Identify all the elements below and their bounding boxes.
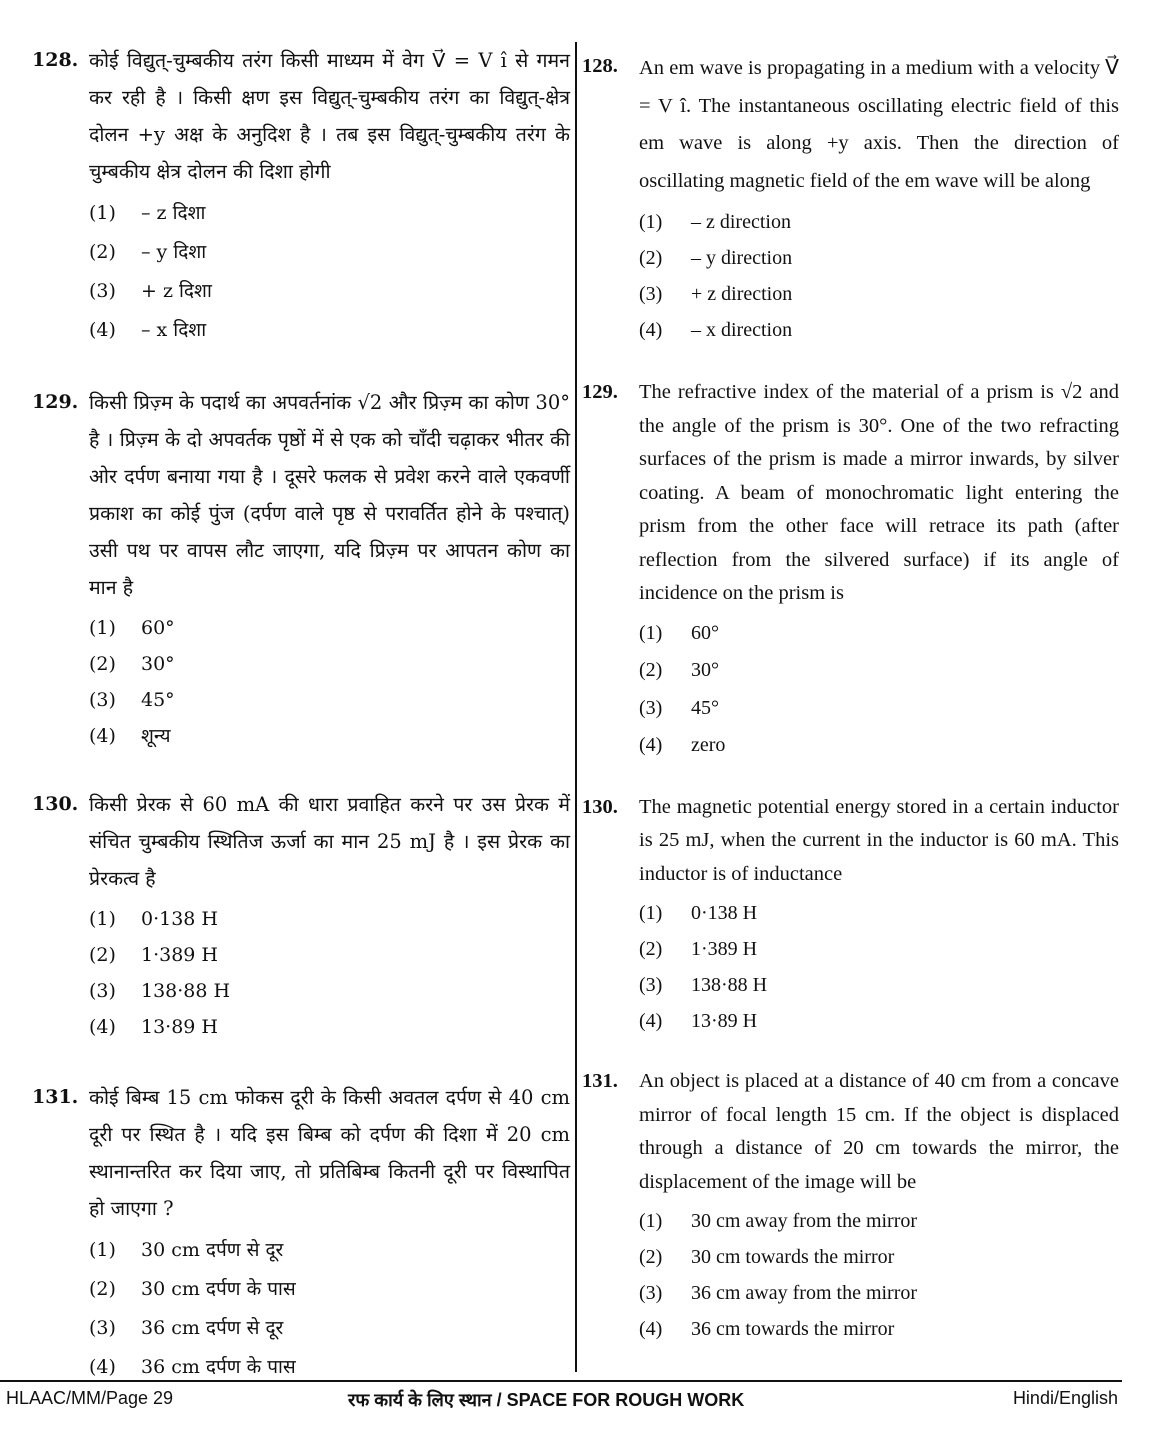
question-130-english [582, 791, 1119, 1040]
question-128-english [582, 50, 1119, 348]
question-number: 131. [582, 1070, 618, 1092]
options-list [89, 901, 570, 1045]
options-list [89, 1231, 570, 1387]
option: (3) + z direction [639, 283, 793, 305]
option: (2) 30 cm towards the mirror [639, 1246, 895, 1268]
question-number: 128. [582, 55, 618, 77]
option: (1) 30 cm दर्पण से दूर [89, 1239, 284, 1261]
question-stem: An em wave is propagating in a medium with a velocity V⃗ = V î. The instantaneous oscillating electric field of this em wave is along +y axis. Then the direction of oscillating magnetic field of the em wave will be along [639, 57, 1119, 192]
hindi-column [32, 42, 570, 1387]
option: (4) zero [639, 734, 726, 756]
option: (1) 0·138 H [89, 908, 219, 930]
option: (3) 45° [89, 689, 175, 711]
question-stem: किसी प्रिज़्म के पदार्थ का अपवर्तनांक √2 और प्रिज़्म का कोण 30° है । प्रिज़्म के दो अपवर्तक पृष्ठों में से एक को चाँदी चढ़ाकर भीतर की ओर दर्पण बनाया गया है । दूसरे फलक से प्रवेश करने वाले एकवर्णी प्रकाश का कोई पुंज (दर्पण वाले पृष्ठ से परावर्तित होने के पश्चात्) उसी पथ पर वापस लौट जाएगा, यदि प्रिज़्म पर आपतन कोण का मान है [89, 391, 570, 599]
options-list [639, 204, 1119, 348]
option: (3) 36 cm away from the mirror [639, 1282, 918, 1304]
options-list [639, 895, 1119, 1039]
page-code: HLAAC/MM/Page 29 [6, 1388, 174, 1408]
option: (3) 138·88 H [89, 980, 231, 1002]
question-stem: An object is placed at a distance of 40 cm from a concave mirror of focal length 15 cm. If the object is displaced through a distance of 20 cm towards the mirror, the displacement of the image will be [639, 1070, 1119, 1193]
option: (4) – x direction [639, 319, 793, 341]
question-131-english [582, 1065, 1119, 1347]
option: (3) 36 cm दर्पण से दूर [89, 1317, 284, 1339]
question-stem: किसी प्रेरक से 60 mA की धारा प्रवाहित करने पर उस प्रेरक में संचित चुम्बकीय स्थितिज ऊर्जा का मान 25 mJ है । इस प्रेरक का प्रेरकत्व है [89, 793, 570, 890]
question-stem: कोई बिम्ब 15 cm फोकस दूरी के किसी अवतल दर्पण से 40 cm दूरी पर स्थित है । यदि इस बिम्ब को दर्पण की दिशा में 20 cm स्थानान्तरित कर दिया जाए, तो प्रतिबिम्ब कितनी दूरी पर विस्थापित हो जाएगा ? [89, 1086, 570, 1220]
option: (3) 45° [639, 696, 719, 719]
question-stem: कोई विद्युत्-चुम्बकीय तरंग किसी माध्यम में वेग V⃗ = V î से गमन कर रही है । किसी क्षण इस विद्युत्-चुम्बकीय तरंग का विद्युत्-क्षेत्र दोलन +y अक्ष के अनुदिश है । तब इस विद्युत्-चुम्बकीय तरंग के चुम्बकीय क्षेत्र दोलन की दिशा होगी [89, 49, 570, 183]
question-number: 131. [32, 1086, 79, 1108]
language-label: Hindi/English [1012, 1388, 1118, 1408]
option: (4) 36 cm दर्पण के पास [89, 1356, 296, 1378]
question-131-hindi [32, 1079, 570, 1387]
option: (4) शून्य [89, 725, 171, 747]
option: (2) – y direction [639, 247, 793, 269]
option: (1) – z direction [639, 211, 791, 233]
option: (4) – x दिशा [89, 319, 207, 341]
option: (2) 30° [639, 659, 719, 681]
question-129-hindi [32, 384, 570, 754]
option: (3) 138·88 H [639, 974, 768, 996]
question-128-hindi [32, 42, 570, 350]
option: (4) 36 cm towards the mirror [639, 1318, 895, 1340]
footer-divider [0, 1380, 1122, 1382]
question-number: 130. [582, 795, 618, 818]
page-footer [0, 1388, 1152, 1418]
options-list [89, 194, 570, 350]
question-stem: The magnetic potential energy stored in a certain inductor is 25 mJ, when the current in the inductor is 60 mA. This inductor is of inductance [639, 795, 1119, 885]
question-stem: The refractive index of the material of a prism is √2 and the angle of the prism is 30°. One of the two refracting surfaces of the prism is made a mirror inwards, by silver coating. A beam of monochromatic light entering the prism from the other face will retrace its path (after reflection from the silvered surface) if its angle of incidence on the prism is [639, 381, 1119, 604]
option: (4) 13·89 H [89, 1016, 219, 1038]
english-column [582, 42, 1119, 1347]
question-130-hindi [32, 786, 570, 1045]
options-list [639, 615, 1119, 765]
option: (1) 60° [89, 617, 175, 639]
option: (2) 1·389 H [89, 944, 219, 966]
option: (2) – y दिशा [89, 241, 207, 263]
option: (2) 30 cm दर्पण के पास [89, 1278, 296, 1300]
option: (1) – z दिशा [89, 202, 206, 224]
option: (3) + z दिशा [89, 280, 212, 302]
option: (2) 30° [89, 653, 175, 675]
options-list [89, 610, 570, 754]
rough-work-label: रफ कार्य के लिए स्थान / SPACE FOR ROUGH WORK [348, 1390, 745, 1410]
question-number: 128. [32, 49, 79, 71]
option: (1) 0·138 H [639, 902, 758, 924]
column-divider [575, 42, 577, 1372]
question-129-english [582, 376, 1119, 765]
question-number: 129. [32, 391, 79, 413]
question-number: 129. [582, 381, 618, 403]
option: (1) 60° [639, 621, 719, 644]
options-list [639, 1203, 1119, 1347]
option: (1) 30 cm away from the mirror [639, 1210, 918, 1232]
option: (2) 1·389 H [639, 938, 758, 960]
question-number: 130. [32, 793, 79, 815]
option: (4) 13·89 H [639, 1010, 758, 1032]
